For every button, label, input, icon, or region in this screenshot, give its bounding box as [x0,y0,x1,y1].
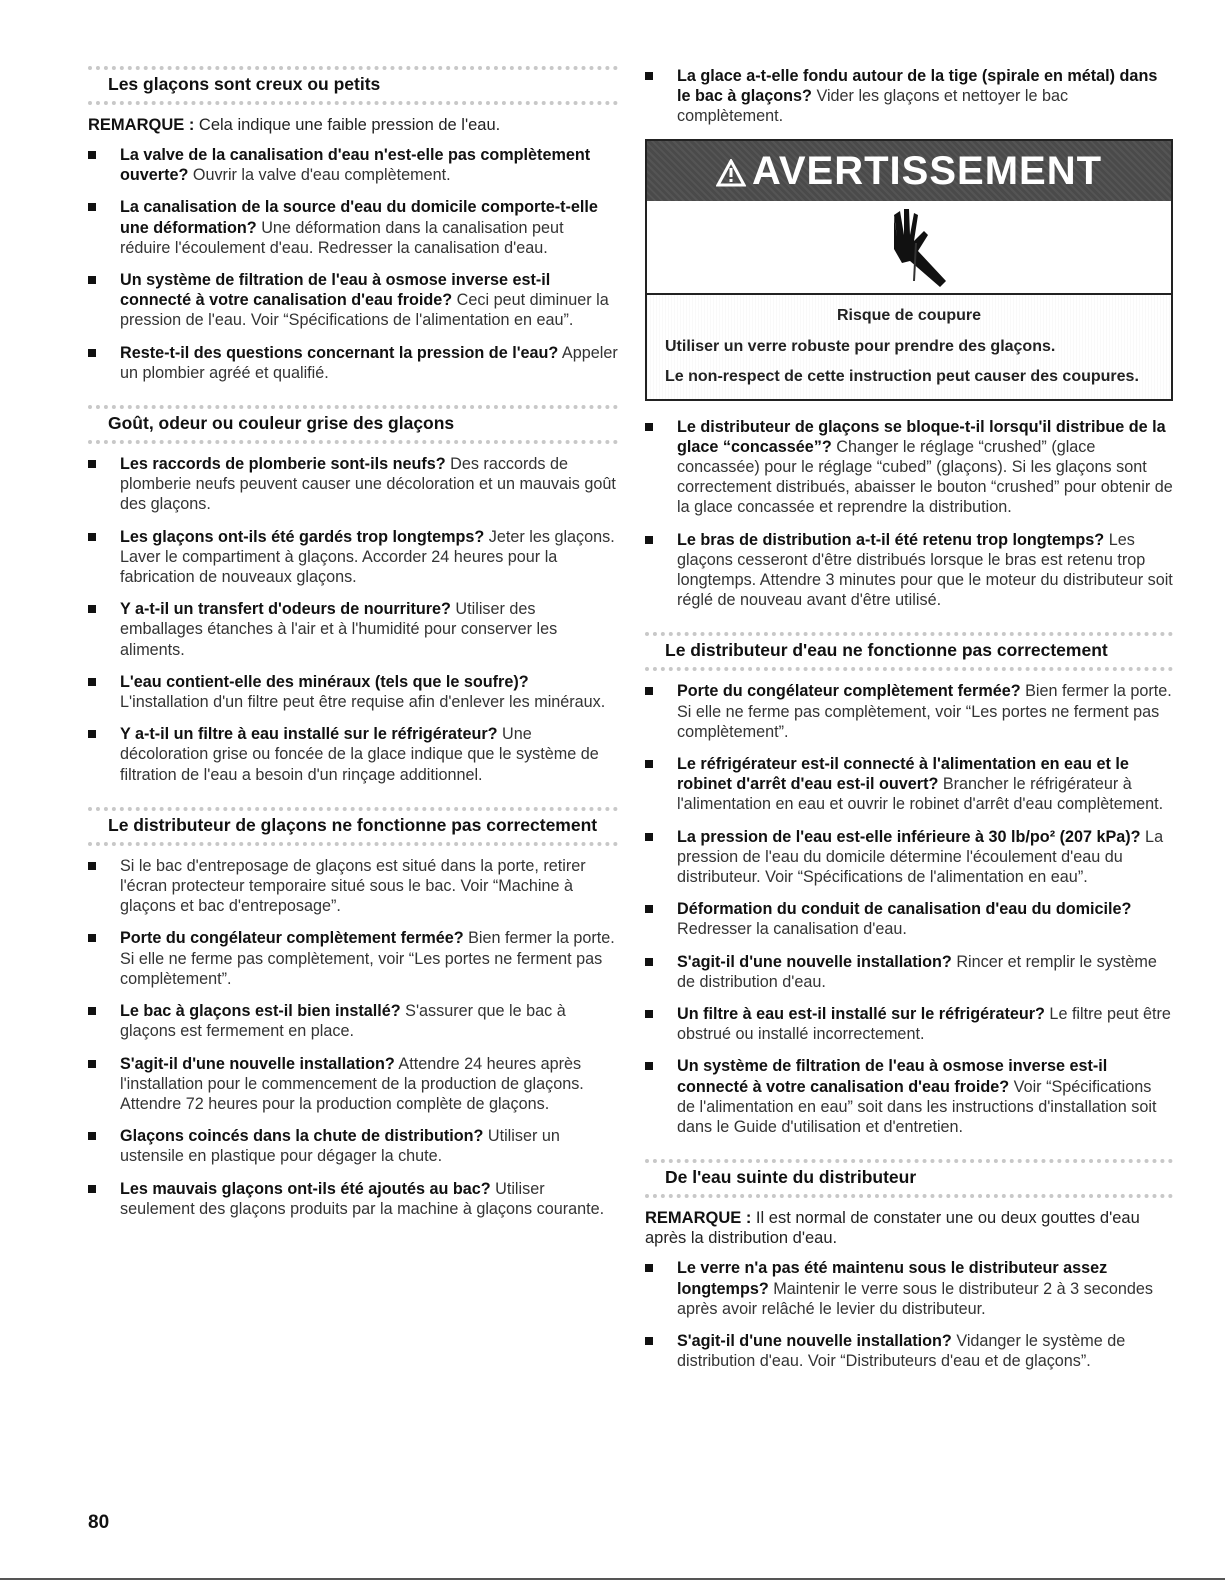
item-answer: La pression de l'eau du domicile détermine l'écoulement d'eau du distributeur. Voir “Spécifications de l'alimentation en eau”. [677,827,1164,887]
item-answer: Attendre 24 heures après l'installation pour le commencement de la production de glaçons. Attendre 72 heures pour la production complète de glaçons. [120,1054,584,1113]
note-text: Il est normal de constater une ou deux gouttes d'eau après la distribution d'eau. [645,1209,1140,1248]
list-item [88,724,618,785]
list-item [645,827,1173,888]
item-question: Reste-t-il des questions concernant la pression de l'eau? [120,343,559,362]
item-question: Un système de filtration de l'eau à osmose inverse est-il connecté à votre canalisation d'eau froide? [120,271,551,310]
list-item [88,454,618,515]
item-question: Un système de filtration de l'eau à osmose inverse est-il connecté à votre canalisation d'eau froide? [677,1057,1108,1096]
item-answer: Jeter les glaçons. Laver le compartiment à glaçons. Accorder 24 heures pour la fabrication de nouveaux glaçons. [120,527,615,587]
list-item [645,417,1173,518]
item-question: Glaçons coincés dans la chute de distribution? [120,1127,484,1146]
warning-risk: Risque de coupure [836,306,982,324]
item-question: Porte du congélateur complètement fermée? [120,929,464,948]
list-item [645,1056,1173,1137]
item-question: Le bras de distribution a-t-il été retenu trop longtemps? [677,530,1105,549]
right-column [645,66,1173,1383]
item-question: La glace a-t-elle fondu autour de la tige (spirale en métal) dans le bac à glaçons? [677,67,1158,106]
item-question: La pression de l'eau est-elle inférieure à 30 lb/po² (207 kPa)? [677,827,1141,846]
note-label: REMARQUE : [645,1209,752,1228]
list-item [645,1258,1173,1319]
item-answer: Les glaçons cesseront d'être distribués lorsque le bras est retenu trop longtemps. Attendre 3 minutes pour que le moteur du distributeur soit réglé de nouveau avant d'être utilisé. [677,530,1173,610]
list-item [88,928,618,989]
bottom-rule [0,1578,1225,1580]
item-answer: Une décoloration grise ou foncée de la glace indique que le système de filtration de l'eau a besoin d'un rinçage additionnel. [120,725,599,784]
warning-instruction: Utiliser un verre robuste pour prendre des glaçons. [665,337,1056,355]
list-item [88,1179,618,1219]
warning-title: AVERTISSEMENT [751,148,1103,193]
list-item [88,599,618,660]
item-question: Déformation du conduit de canalisation d'eau du domicile? [677,900,1132,919]
item-answer: Bien fermer la porte. Si elle ne ferme pas complètement, voir “Les portes ne ferment pas complètement”. [677,682,1172,741]
list-item [88,1126,618,1166]
item-question: Les glaçons ont-ils été gardés trop longtemps? [120,527,485,546]
warning-box [645,139,1173,401]
cut-hazard-area [647,201,1171,295]
list-item [88,197,618,258]
note-drops [645,1208,1173,1248]
item-answer: Rincer et remplir le système de distribution d'eau. [677,952,1157,991]
item-answer: Voir “Spécifications de l'alimentation en eau” soit dans les instructions d'installation soit dans le Guide d'utilisation et d'entretien. [677,1077,1157,1137]
section-title-taste-odor: Goût, odeur ou couleur grise des glaçons [88,405,618,444]
list-item [88,1054,618,1115]
item-answer: Bien fermer la porte. Si elle ne ferme pas complètement, voir “Les portes ne ferment pas complètement”. [120,929,615,988]
item-answer: Si le bac d'entreposage de glaçons est situé dans la porte, retirer l'écran protecteur temporaire situé sous le bac. Voir “Machine à glaçons et bac d'entreposage”. [120,856,586,916]
item-question: La valve de la canalisation d'eau n'est-elle pas complètement ouverte? [120,146,591,185]
section-title-water-dispenser: Le distributeur d'eau ne fonctionne pas correctement [645,632,1173,671]
item-answer: Le filtre peut être obstrué ou installé incorrectement. [677,1005,1171,1044]
item-answer: Changer le réglage “crushed” (glace concassée) pour le réglage “cubed” (glaçons). Si les glaçons sont correctement distribués, abaisser le bouton “crushed” pour obtenir de la glace concassée et reprendre la distribution. [677,437,1173,517]
item-question: L'eau contient-elle des minéraux (tels que le soufre)? [120,672,529,691]
item-question: Le réfrigérateur est-il connecté à l'alimentation en eau et le robinet d'arrêt d'eau est-il ouvert? [677,755,1129,794]
item-answer: Utiliser des emballages étanches à l'air et à l'humidité pour conserver les aliments. [120,600,558,659]
item-answer: Maintenir le verre sous le distributeur 2 à 3 secondes après avoir relâché le levier du distributeur. [677,1279,1153,1318]
list-item [645,1331,1173,1371]
item-answer: Utiliser un ustensile en plastique pour dégager la chute. [120,1127,560,1166]
item-answer: Vider les glaçons et nettoyer le bac complètement. [677,87,1069,126]
list-item [88,145,618,185]
list-item [645,952,1173,992]
item-question: Les raccords de plomberie sont-ils neufs? [120,455,446,474]
list-item [88,856,618,917]
item-question: S'agit-il d'une nouvelle installation? [677,1331,952,1350]
list-item [645,530,1173,611]
list-water-leak [645,1258,1173,1371]
list-item [645,1004,1173,1044]
note-label: REMARQUE : [88,116,195,134]
list-item [645,899,1173,939]
item-answer: Ceci peut diminuer la pression de l'eau. Voir “Spécifications de l'alimentation en eau”. [120,291,609,330]
item-answer: Vidanger le système de distribution d'eau. Voir “Distributeurs d'eau et de glaçons”. [677,1331,1126,1371]
list-item [88,270,618,331]
item-question: Y a-t-il un transfert d'odeurs de nourriture? [120,600,451,619]
list-item [88,1001,618,1041]
warning-banner [647,141,1171,201]
item-question: S'agit-il d'une nouvelle installation? [120,1054,395,1073]
item-answer: Utiliser seulement des glaçons produits par la machine à glaçons courante. [120,1179,605,1218]
warning-triangle-icon [716,159,746,187]
list-top [645,66,1173,127]
item-question: Les mauvais glaçons ont-ils été ajoutés au bac? [120,1179,491,1198]
item-answer: Des raccords de plomberie neufs peuvent causer une décoloration et un mauvais goût des glaçons. [120,455,616,514]
list-item [88,343,618,383]
note-low-pressure [88,115,618,135]
list-water-dispenser [645,681,1173,1137]
item-question: La canalisation de la source d'eau du domicile comporte-t-elle une déformation? [120,198,598,237]
item-answer: Ouvrir la valve d'eau complètement. [188,166,451,185]
item-question: Le bac à glaçons est-il bien installé? [120,1002,401,1021]
note-text: Cela indique une faible pression de l'eau. [194,116,501,134]
item-answer: Brancher le réfrigérateur à l'alimentation en eau et ouvrir le robinet d'arrêt d'eau complètement. [677,775,1164,814]
item-question: S'agit-il d'une nouvelle installation? [677,952,952,971]
list-ice-dispenser [88,856,618,1219]
page-number: 80 [88,1512,110,1533]
list-item [88,527,618,588]
cut-hand-icon [864,203,954,293]
item-question: Y a-t-il un filtre à eau installé sur le réfrigérateur? [120,725,498,744]
list-ice-dispenser-cont [645,417,1173,611]
list-item [645,754,1173,815]
list-item [645,66,1173,127]
warning-body [647,295,1171,399]
left-column [88,66,618,1231]
item-question: Porte du congélateur complètement fermée? [677,682,1021,701]
section-title-ice-dispenser: Le distributeur de glaçons ne fonctionne pas correctement [88,807,618,846]
section-title-water-leak: De l'eau suinte du distributeur [645,1159,1173,1198]
section-title-hollow-ice: Les glaçons sont creux ou petits [88,66,618,105]
list-item [88,672,618,712]
list-item [645,681,1173,742]
list-hollow-ice [88,145,618,383]
item-answer: Appeler un plombier agréé et qualifié. [120,343,618,382]
warning-consequence: Le non-respect de cette instruction peut causer des coupures. [665,367,1139,385]
item-question: Un filtre à eau est-il installé sur le réfrigérateur? [677,1005,1045,1024]
item-answer: Redresser la canalisation d'eau. [677,920,907,939]
item-answer: Une déformation dans la canalisation peut réduire l'écoulement d'eau. Redresser la canalisation d'eau. [120,218,564,257]
item-answer: L'installation d'un filtre peut être requise afin d'enlever les minéraux. [120,693,606,712]
item-question: Le verre n'a pas été maintenu sous le distributeur assez longtemps? [677,1259,1108,1298]
list-taste-odor [88,454,618,785]
item-answer: S'assurer que le bac à glaçons est fermement en place. [120,1002,566,1041]
item-question: Le distributeur de glaçons se bloque-t-il lorsqu'il distribue de la glace “concassée”? [677,417,1166,456]
